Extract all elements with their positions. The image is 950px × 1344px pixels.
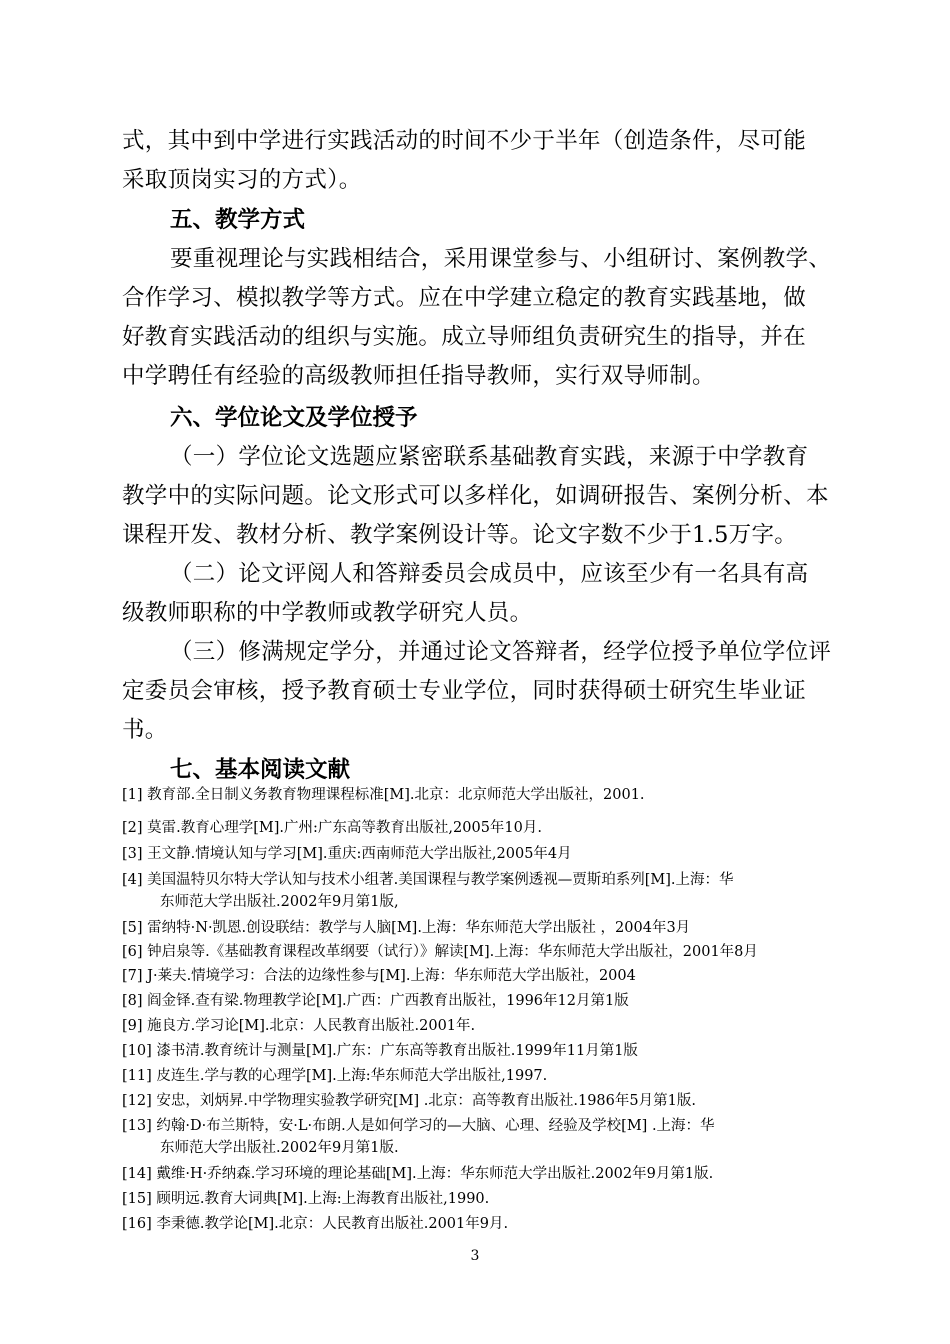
section-heading-teaching-methods: 五、教学方式	[170, 207, 306, 233]
reference-line-continued: 东师范大学出版社.2002年9月第1版.	[160, 1140, 399, 1156]
section-heading-thesis-degree: 六、学位论文及学位授予	[170, 405, 418, 431]
reference-line: [13] 约翰·D·布兰斯特，安·L·布朗.人是如何学习的—大脑、心理、经验及学校[M] .上海：华	[122, 1118, 715, 1134]
text-line: 好教育实践活动的组织与实施。成立导师组负责研究生的指导，并在	[122, 324, 807, 350]
body-paragraph-continued	[122, 122, 834, 200]
reference-item: [2] 莫雷.教育心理学[M].广州:广东高等教育出版社,2005年10月.	[122, 820, 542, 836]
section-heading-reading-list: 七、基本阅读文献	[170, 757, 351, 783]
reference-item: [9] 施良方.学习论[M].北京：人民教育出版社.2001年.	[122, 1018, 476, 1034]
reference-item: [3] 王文静.情境认知与学习[M].重庆:西南师范大学出版社,2005年4月	[122, 846, 572, 862]
reference-item: [10] 漆书清.教育统计与测量[M].广东：广东高等教育出版社.1999年11月第1版	[122, 1043, 638, 1059]
reference-item	[122, 1115, 715, 1159]
reference-item: [14] 戴维·H·乔纳森.学习环境的理论基础[M].上海：华东师范大学出版社.2002年9月第1版.	[122, 1166, 714, 1182]
text-line: 中学聘任有经验的高级教师担任指导教师，实行双导师制。	[122, 363, 715, 389]
reference-line-continued: 东师范大学出版社.2002年9月第1版,	[160, 894, 399, 910]
reference-item: [16] 李秉德.教学论[M].北京：人民教育出版社.2001年9月.	[122, 1216, 509, 1232]
text-line: （一）学位论文选题应紧密联系基础教育实践，来源于中学教育	[170, 444, 809, 470]
reference-item: [7] J·莱夫.情境学习：合法的边缘性参与[M].上海：华东师范大学出版社，2004	[122, 968, 636, 984]
reference-item: [12] 安忠，刘炳昇.中学物理实验教学研究[M] .北京：高等教育出版社.1986年5月第1版.	[122, 1093, 696, 1109]
teaching-methods-paragraph	[122, 240, 834, 396]
text-line: 定委员会审核，授予教育硕士专业学位，同时获得硕士研究生毕业证	[122, 678, 807, 704]
text-line: （三）修满规定学分，并通过论文答辩者，经学位授予单位学位评	[170, 639, 832, 665]
reference-line: [4] 美国温特贝尔特大学认知与技术小组著.美国课程与教学案例透视—贾斯珀系列[M].上海：华	[122, 872, 734, 888]
text-line: 式，其中到中学进行实践活动的时间不少于半年（创造条件，尽可能	[122, 128, 807, 154]
text-line: 教学中的实际问题。论文形式可以多样化，如调研报告、案例分析、本	[122, 483, 829, 509]
reference-item: [6] 钟启泉等.《基础教育课程改革纲要（试行）》解读[M].上海：华东师范大学出版社，2001年8月	[122, 944, 758, 960]
text-line: 采取顶岗实习的方式）。	[122, 167, 362, 193]
text-line: （二）论文评阅人和答辩委员会成员中，应该至少有一名具有高	[170, 561, 809, 587]
text-line: 要重视理论与实践相结合，采用课堂参与、小组研讨、案例教学、	[170, 246, 832, 272]
reference-item: [5] 雷纳特·N·凯恩.创设联结：教学与人脑[M].上海：华东师范大学出版社 ，2004年3月	[122, 920, 691, 936]
reference-item: [1] 教育部.全日制义务教育物理课程标准[M].北京：北京师范大学出版社，2001.	[122, 787, 645, 803]
reference-item: [15] 顾明远.教育大词典[M].上海:上海教育出版社,1990.	[122, 1191, 490, 1207]
reference-item: [11] 皮连生.学与教的心理学[M].上海:华东师范大学出版社,1997.	[122, 1068, 548, 1084]
thesis-paragraph-1	[122, 438, 834, 555]
reference-item	[122, 869, 734, 913]
reference-item: [8] 阎金铎.查有梁.物理教学论[M].广西：广西教育出版社，1996年12月第1版	[122, 993, 629, 1009]
text-line: 级教师职称的中学教师或教学研究人员。	[122, 600, 533, 626]
page-number: 3	[470, 1248, 480, 1264]
text-line: 合作学习、模拟教学等方式。应在中学建立稳定的教育实践基地，做	[122, 285, 807, 311]
thesis-paragraph-3	[122, 633, 834, 750]
text-line: 书。	[122, 717, 168, 743]
text-line: 课程开发、教材分析、教学案例设计等。论文字数不少于1.5万字。	[122, 522, 798, 548]
thesis-paragraph-2	[122, 555, 834, 633]
